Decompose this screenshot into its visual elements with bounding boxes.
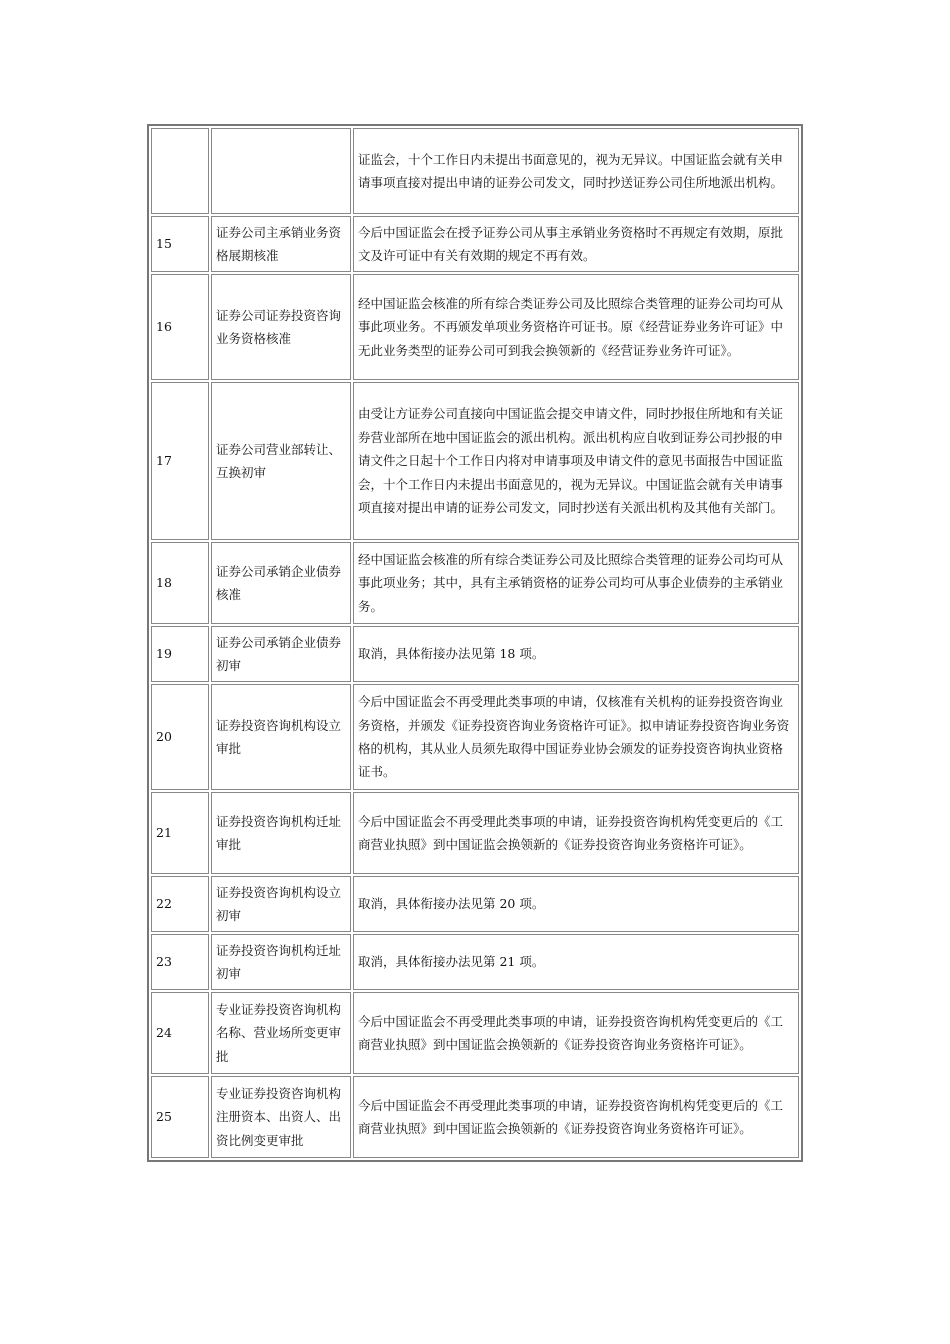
table-row xyxy=(151,992,799,1074)
item-name: 证券投资咨询机构设立审批 xyxy=(211,684,351,790)
row-number: 25 xyxy=(151,1076,209,1158)
table-row xyxy=(151,626,799,682)
table-row xyxy=(151,216,799,272)
item-name: 证券公司营业部转让、互换初审 xyxy=(211,382,351,540)
row-number xyxy=(151,128,209,214)
item-description: 由受让方证券公司直接向中国证监会提交申请文件，同时抄报住所地和有关证券营业部所在地中国证监会的派出机构。派出机构应自收到证券公司抄报的申请文件之日起十个工作日内将对申请事项及申请文件的意见书面报告中国证监会，十个工作日内未提出书面意见的，视为无异议。中国证监会就有关申请事项直接对提出申请的证券公司发文，同时抄送有关派出机构及其他有关部门。 xyxy=(353,382,799,540)
item-name: 证券公司主承销业务资格展期核准 xyxy=(211,216,351,272)
table-row xyxy=(151,934,799,990)
item-name: 证券公司证券投资咨询业务资格核准 xyxy=(211,274,351,380)
table-row xyxy=(151,792,799,874)
table-row xyxy=(151,1076,799,1158)
row-number: 20 xyxy=(151,684,209,790)
row-number: 16 xyxy=(151,274,209,380)
item-description: 今后中国证监会不再受理此类事项的申请，证券投资咨询机构凭变更后的《工商营业执照》到中国证监会换领新的《证券投资咨询业务资格许可证》。 xyxy=(353,1076,799,1158)
item-description: 今后中国证监会不再受理此类事项的申请，证券投资咨询机构凭变更后的《工商营业执照》到中国证监会换领新的《证券投资咨询业务资格许可证》。 xyxy=(353,792,799,874)
item-description: 经中国证监会核准的所有综合类证券公司及比照综合类管理的证券公司均可从事此项业务；其中，具有主承销资格的证券公司均可从事企业债券的主承销业务。 xyxy=(353,542,799,624)
table-row xyxy=(151,684,799,790)
item-description: 取消，具体衔接办法见第 18 项。 xyxy=(353,626,799,682)
item-description: 今后中国证监会不再受理此类事项的申请，证券投资咨询机构凭变更后的《工商营业执照》到中国证监会换领新的《证券投资咨询业务资格许可证》。 xyxy=(353,992,799,1074)
approval-items-table xyxy=(147,124,803,1162)
item-name: 专业证券投资咨询机构注册资本、出资人、出资比例变更审批 xyxy=(211,1076,351,1158)
item-description: 证监会，十个工作日内未提出书面意见的，视为无异议。中国证监会就有关申请事项直接对提出申请的证券公司发文，同时抄送证券公司住所地派出机构。 xyxy=(353,128,799,214)
table-row xyxy=(151,128,799,214)
table-row xyxy=(151,542,799,624)
item-name: 证券投资咨询机构设立初审 xyxy=(211,876,351,932)
table-row xyxy=(151,382,799,540)
item-name: 证券投资咨询机构迁址初审 xyxy=(211,934,351,990)
row-number: 23 xyxy=(151,934,209,990)
row-number: 22 xyxy=(151,876,209,932)
item-name: 专业证券投资咨询机构名称、营业场所变更审批 xyxy=(211,992,351,1074)
row-number: 19 xyxy=(151,626,209,682)
item-name: 证券公司承销企业债券核准 xyxy=(211,542,351,624)
row-number: 24 xyxy=(151,992,209,1074)
row-number: 15 xyxy=(151,216,209,272)
row-number: 21 xyxy=(151,792,209,874)
table-row xyxy=(151,274,799,380)
item-name: 证券投资咨询机构迁址审批 xyxy=(211,792,351,874)
item-description: 取消，具体衔接办法见第 21 项。 xyxy=(353,934,799,990)
item-name xyxy=(211,128,351,214)
row-number: 18 xyxy=(151,542,209,624)
table-body xyxy=(151,128,799,1158)
table-row xyxy=(151,876,799,932)
item-description: 取消，具体衔接办法见第 20 项。 xyxy=(353,876,799,932)
item-name: 证券公司承销企业债券初审 xyxy=(211,626,351,682)
row-number: 17 xyxy=(151,382,209,540)
item-description: 今后中国证监会在授予证券公司从事主承销业务资格时不再规定有效期，原批文及许可证中有关有效期的规定不再有效。 xyxy=(353,216,799,272)
item-description: 经中国证监会核准的所有综合类证券公司及比照综合类管理的证券公司均可从事此项业务。不再颁发单项业务资格许可证书。原《经营证券业务许可证》中无此业务类型的证券公司可到我会换领新的《经营证券业务许可证》。 xyxy=(353,274,799,380)
item-description: 今后中国证监会不再受理此类事项的申请，仅核准有关机构的证券投资咨询业务资格，并颁发《证券投资咨询业务资格许可证》。拟申请证券投资咨询业务资格的机构，其从业人员须先取得中国证券业协会颁发的证券投资咨询执业资格证书。 xyxy=(353,684,799,790)
